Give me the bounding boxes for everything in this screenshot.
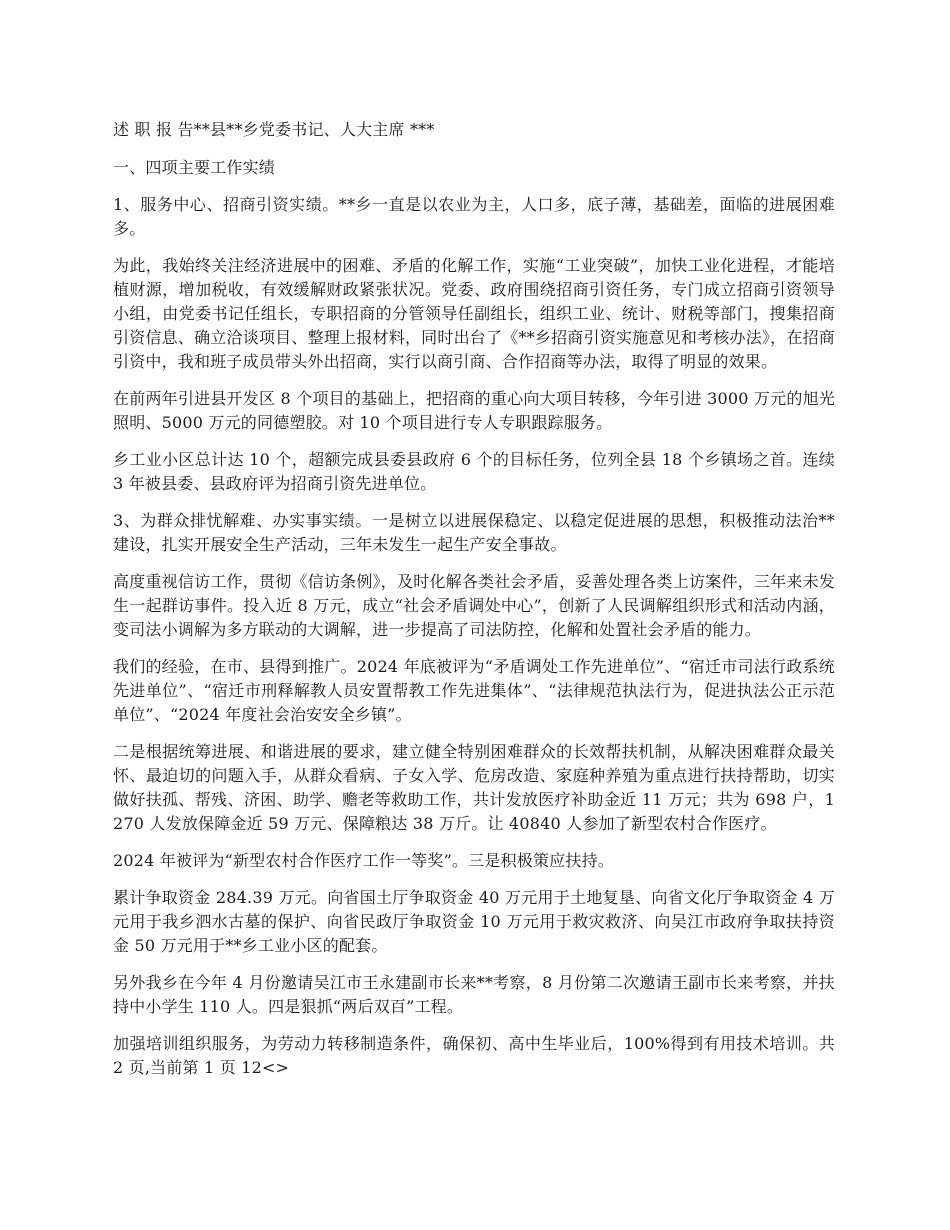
paragraph-2: 为此，我始终关注经济进展中的困难、矛盾的化解工作，实施“工业突破”，加快工业化进程，才能培植财源，增加税收，有效缓解财政紧张状况。党委、政府围绕招商引资任务，专门成立招商引资领导小组，由党委书记任组长，专职招商的分管领导任副组长，组织工业、统计、财税等部门，搜集招商引资信息、确立洽谈项目、整理上报材料，同时出台了《**乡招商引资实施意见和考核办法》，在招商引资中，我和班子成员带头外出招商，实行以商引商、合作招商等办法，取得了明显的效果。: [113, 256, 835, 371]
paragraph-6: 高度重视信访工作，贯彻《信访条例》，及时化解各类社会矛盾，妥善处理各类上访案件，三年来未发生一起群访事件。投入近 8 万元，成立“社会矛盾调处中心”，创新了人民调解组织形式和活动内涵，变司法小调解为多方联动的大调解，进一步提高了司法防控，化解和处置社会矛盾的能力。: [113, 572, 835, 639]
paragraph-1: 1、服务中心、招商引资实绩。**乡一直是以农业为主，人口多，底子薄，基础差，面临的进展困难多。: [113, 195, 835, 238]
paragraph-5: 3、为群众排忧解难、办实事实绩。一是树立以进展保稳定、以稳定促进展的思想，积极推动法治**建设，扎实开展安全生产活动，三年未发生一起生产安全事故。: [113, 511, 835, 554]
paragraph-12: 加强培训组织服务，为劳动力转移制造条件，确保初、高中生毕业后，100%得到有用技术培训。共 2 页,当前第 1 页 12<>: [113, 1034, 835, 1077]
paragraph-4: 乡工业小区总计达 10 个，超额完成县委县政府 6 个的目标任务，位列全县 18 个乡镇场之首。连续 3 年被县委、县政府评为招商引资先进单位。: [113, 450, 835, 493]
document-body: [113, 118, 835, 1093]
document-title: 述 职 报 告**县**乡党委书记、人大主席 ***: [113, 120, 435, 139]
paragraph-7: 我们的经验，在市、县得到推广。2024 年底被评为“矛盾调处工作先进单位”、“宿迁市司法行政系统先进单位”、“宿迁市刑释解教人员安置帮教工作先进集体”、“法律规范执法行为，促进执法公正示范单位”、“2024 年度社会治安安全乡镇”。: [113, 657, 835, 724]
paragraph-8: 二是根据统筹进展、和谐进展的要求，建立健全特别困难群众的长效帮扶机制，从解决困难群众最关怀、最迫切的问题入手，从群众看病、子女入学、危房改造、家庭种养殖为重点进行扶持帮助，切实做好扶孤、帮残、济困、助学、赡老等救助工作，共计发放医疗补助金近 11 万元；共为 698 户，1270 人发放保障金近 59 万元、保障粮达 38 万斤。让 40840 人参加了新型农村合作医疗。: [113, 742, 835, 833]
paragraph-10: 累计争取资金 284.39 万元。向省国土厅争取资金 40 万元用于土地复垦、向省文化厅争取资金 4 万元用于我乡泗水古墓的保护、向省民政厅争取资金 10 万元用于救灾救济、向吴江市政府争取扶持资金 50 万元用于**乡工业小区的配套。: [113, 888, 835, 955]
paragraph-3: 在前两年引进县开发区 8 个项目的基础上，把招商的重心向大项目转移，今年引进 3000 万元的旭光照明、5000 万元的同德塑胶。对 10 个项目进行专人专职跟踪服务。: [113, 389, 835, 432]
section-heading: 一、四项主要工作实绩: [113, 158, 276, 177]
paragraph-11: 另外我乡在今年 4 月份邀请吴江市王永建副市长来**考察，8 月份第二次邀请王副市长来考察，并扶持中小学生 110 人。四是狠抓“两后双百”工程。: [113, 973, 835, 1016]
paragraph-9: 2024 年被评为“新型农村合作医疗工作一等奖”。三是积极策应扶持。: [113, 851, 614, 870]
